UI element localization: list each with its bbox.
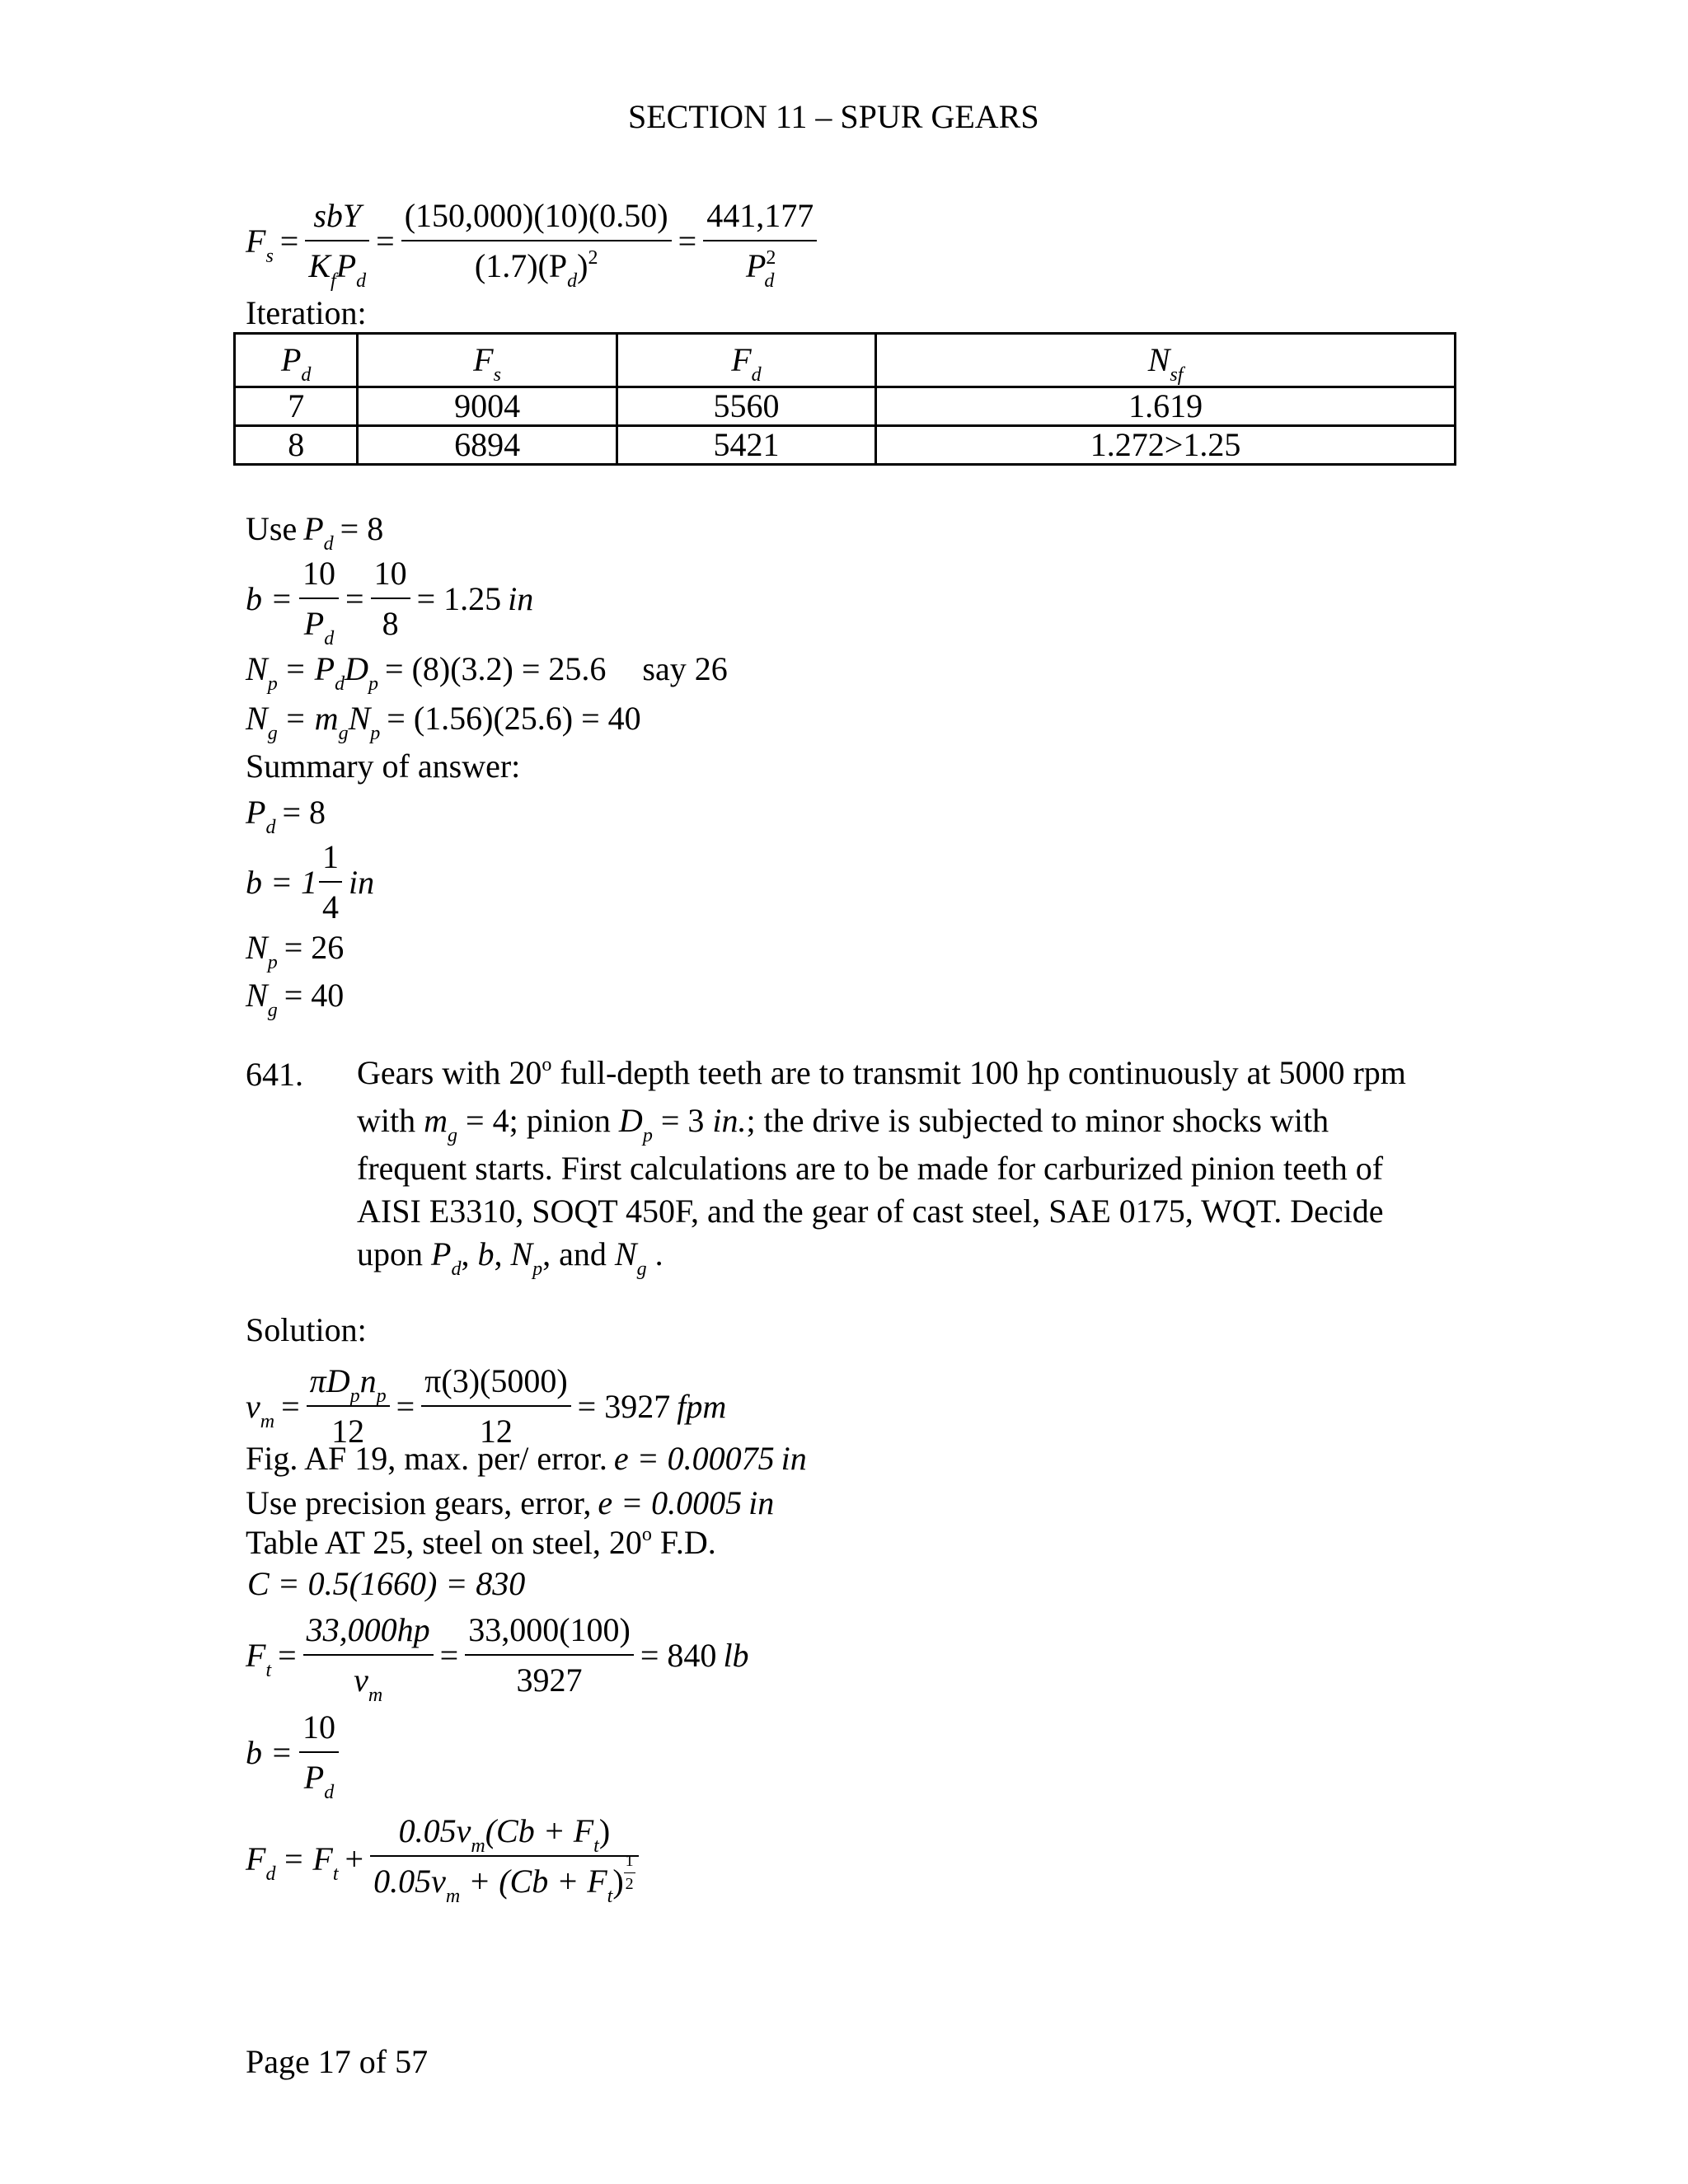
summary-label: Summary of answer: (246, 748, 521, 785)
iteration-table (233, 332, 1456, 466)
precision-line: Use precision gears, error, e = 0.0005 in (246, 1484, 775, 1521)
problem-line: AISI E3310, SOQT 450F, and the gear of cast steel, SAE 0175, WQT. Decide (357, 1193, 1384, 1230)
fs-equation: $F_s$ = $\frac{\text{sbY}}{K_fP_d}$ = $\frac{(150,000)(10)(0.50)}{(1.7)(P_d)^2}$ = $\frac{441,177}{P^2_d}$ (246, 196, 817, 285)
table-cell: 8 (235, 426, 358, 465)
iteration-label: Iteration: (246, 294, 367, 331)
header-pd: $P_d$ (235, 334, 358, 387)
table-header-row (235, 334, 1456, 387)
fs-fraction-1: $\frac{\text{sbY}}{K_fP_d}$ (305, 196, 369, 285)
problem-number: 641. (246, 1056, 303, 1093)
problem-line: upon $P_d$, b, $N_p$, and $N_g$ . (357, 1235, 663, 1280)
problem-statement (357, 1052, 1445, 1281)
table-cell: 9004 (358, 387, 617, 426)
b-formula: b = $\frac{10}{P_d}$ (246, 1708, 339, 1797)
solution-label: Solution: (246, 1311, 367, 1348)
header-fs: $F_s$ (358, 334, 617, 387)
page-header: SECTION 11 – SPUR GEARS (628, 98, 1039, 135)
header-nsf: $N_{sf}$ (876, 334, 1456, 387)
fd-equation: $F_d$ = $F_t$ + $0.05v_m(Cb + F_t)$ $0.05v_m + (Cb + F_t)$ $\frac{1}{2}$ (246, 1811, 639, 1905)
use-pd-line: Use $P_d$ = 8 (246, 510, 384, 555)
table-cell: 5421 (617, 426, 875, 465)
ng-equation: $N_g$ = $m_gN_p$ = (1.56)(25.6) = 40 (246, 700, 641, 744)
b-equation: b = $\frac{10}{P_d}$ = $\frac{10}{8}$ = 1.25 in (246, 555, 534, 649)
fs-fraction-2: $\frac{(150,000)(10)(0.50)}{(1.7)(P_d)^2}$ (401, 196, 672, 285)
table-cell: 5560 (617, 387, 875, 426)
c-equation: C = 0.5(1660) = 830 (247, 1565, 526, 1602)
problem-line: Gears with 20$^o$ full-depth teeth are to transmit 100 hp continuously at 5000 rpm (357, 1054, 1406, 1091)
table-row (235, 387, 1456, 426)
vm-equation: $v_m$ = $\frac{\pi D_pn_p}{12}$ = $\frac{\pi(3)(5000)}{12}$ = 3927 fpm (246, 1362, 727, 1450)
table-cell: 1.272>1.25 (876, 426, 1456, 465)
summary-pd: $P_d$ = 8 (246, 794, 326, 838)
table-at25-line: Table AT 25, steel on steel, 20$^o$ F.D. (246, 1524, 716, 1561)
table-cell: 6894 (358, 426, 617, 465)
problem-line: with $m_g = 4$; pinion $D_p = 3$ in.; the drive is subjected to minor shocks with (357, 1102, 1329, 1146)
problem-line: frequent starts. First calculations are to be made for carburized pinion teeth of (357, 1150, 1384, 1187)
summary-ng: $N_g$ = 40 (246, 977, 345, 1021)
page-number: Page 17 of 57 (246, 2043, 429, 2080)
fig-af19-line: Fig. AF 19, max. per/ error. e = 0.00075 in (246, 1440, 807, 1477)
ft-equation: $F_t$ = $\frac{33,000hp}{v_m}$ = $\frac{33,000(100)}{3927}$ = 840 lb (246, 1611, 749, 1706)
table-cell: 1.619 (876, 387, 1456, 426)
summary-b: b = 1 $\frac{1}{4}$ in (246, 838, 375, 926)
fs-fraction-3: $\frac{441,177}{P^2_d}$ (703, 196, 817, 285)
table-row (235, 426, 1456, 465)
np-equation: $N_p$ = $P_dD_p$ = (8)(3.2) = 25.6 say 26 (246, 650, 728, 695)
header-fd: $F_d$ (617, 334, 875, 387)
summary-np: $N_p$ = 26 (246, 929, 345, 973)
table-cell: 7 (235, 387, 358, 426)
